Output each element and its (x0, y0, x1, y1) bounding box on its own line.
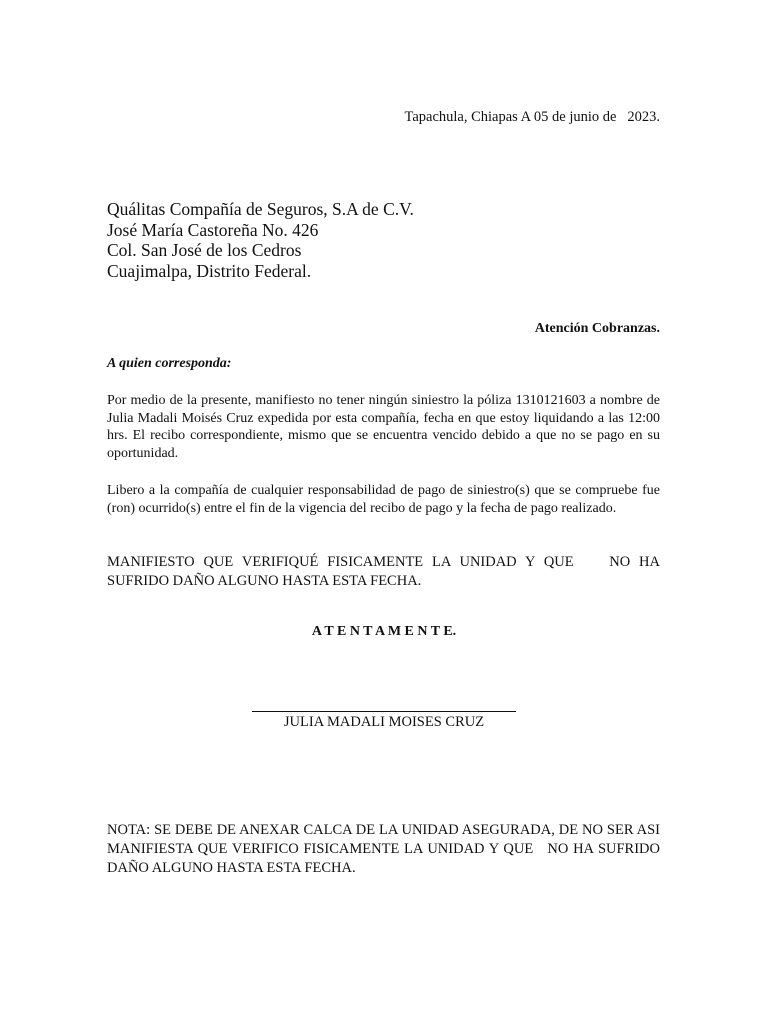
salutation: A quien corresponda: (107, 356, 232, 371)
attention-line: Atención Cobranzas. (534, 321, 660, 336)
addressee-street: José María Castoreña No. 426 (107, 219, 319, 240)
addressee-company: Quálitas Compañía de Seguros, S.A de C.V. (107, 199, 414, 219)
body-paragraph-policy: Por medio de la presente, manifiesto no tener ningún siniestro la póliza 1310121603 a nombre de Julia Madali Moisés Cruz expedida por esta compañía, fecha en que estoy liquidando a las 12:00 hrs. El recibo correspondiente, mismo que se encuentra vencido debido a que no se pago en su oportunidad. (107, 393, 660, 461)
date-line: Tapachula, Chiapas A 05 de junio de 2023. (404, 109, 660, 125)
addressee-block (107, 199, 414, 281)
signature-line (252, 711, 516, 712)
note: NOTA: SE DEBE DE ANEXAR CALCA DE LA UNIDAD ASEGURADA, DE NO SER ASI MANIFIESTA QUE VERIFICO FISICAMENTE LA UNIDAD Y QUE NO HA SUFRIDO DAÑO ALGUNO HASTA ESTA FECHA. (107, 822, 671, 876)
body-statement: MANIFIESTO QUE VERIFIQUÉ FISICAMENTE LA UNIDAD Y QUE NO HA SUFRIDO DAÑO ALGUNO HASTA ESTA FECHA. (107, 554, 664, 589)
sign-off (0, 624, 768, 640)
sign-off-text: A T E N T A M E N T E. (311, 624, 457, 639)
signature-name: JULIA MADALI MOISES CRUZ (283, 714, 485, 730)
addressee-colony: Col. San José de los Cedros (107, 240, 302, 260)
addressee-city: Cuajimalpa, Distrito Federal. (107, 260, 312, 281)
body-paragraph-release: Libero a la compañía de cualquier responsabilidad de pago de siniestro(s) que se compruebe fue (ron) ocurrido(s) entre el fin de la vigencia del recibo de pago y la fecha de pago realizado. (107, 483, 660, 516)
